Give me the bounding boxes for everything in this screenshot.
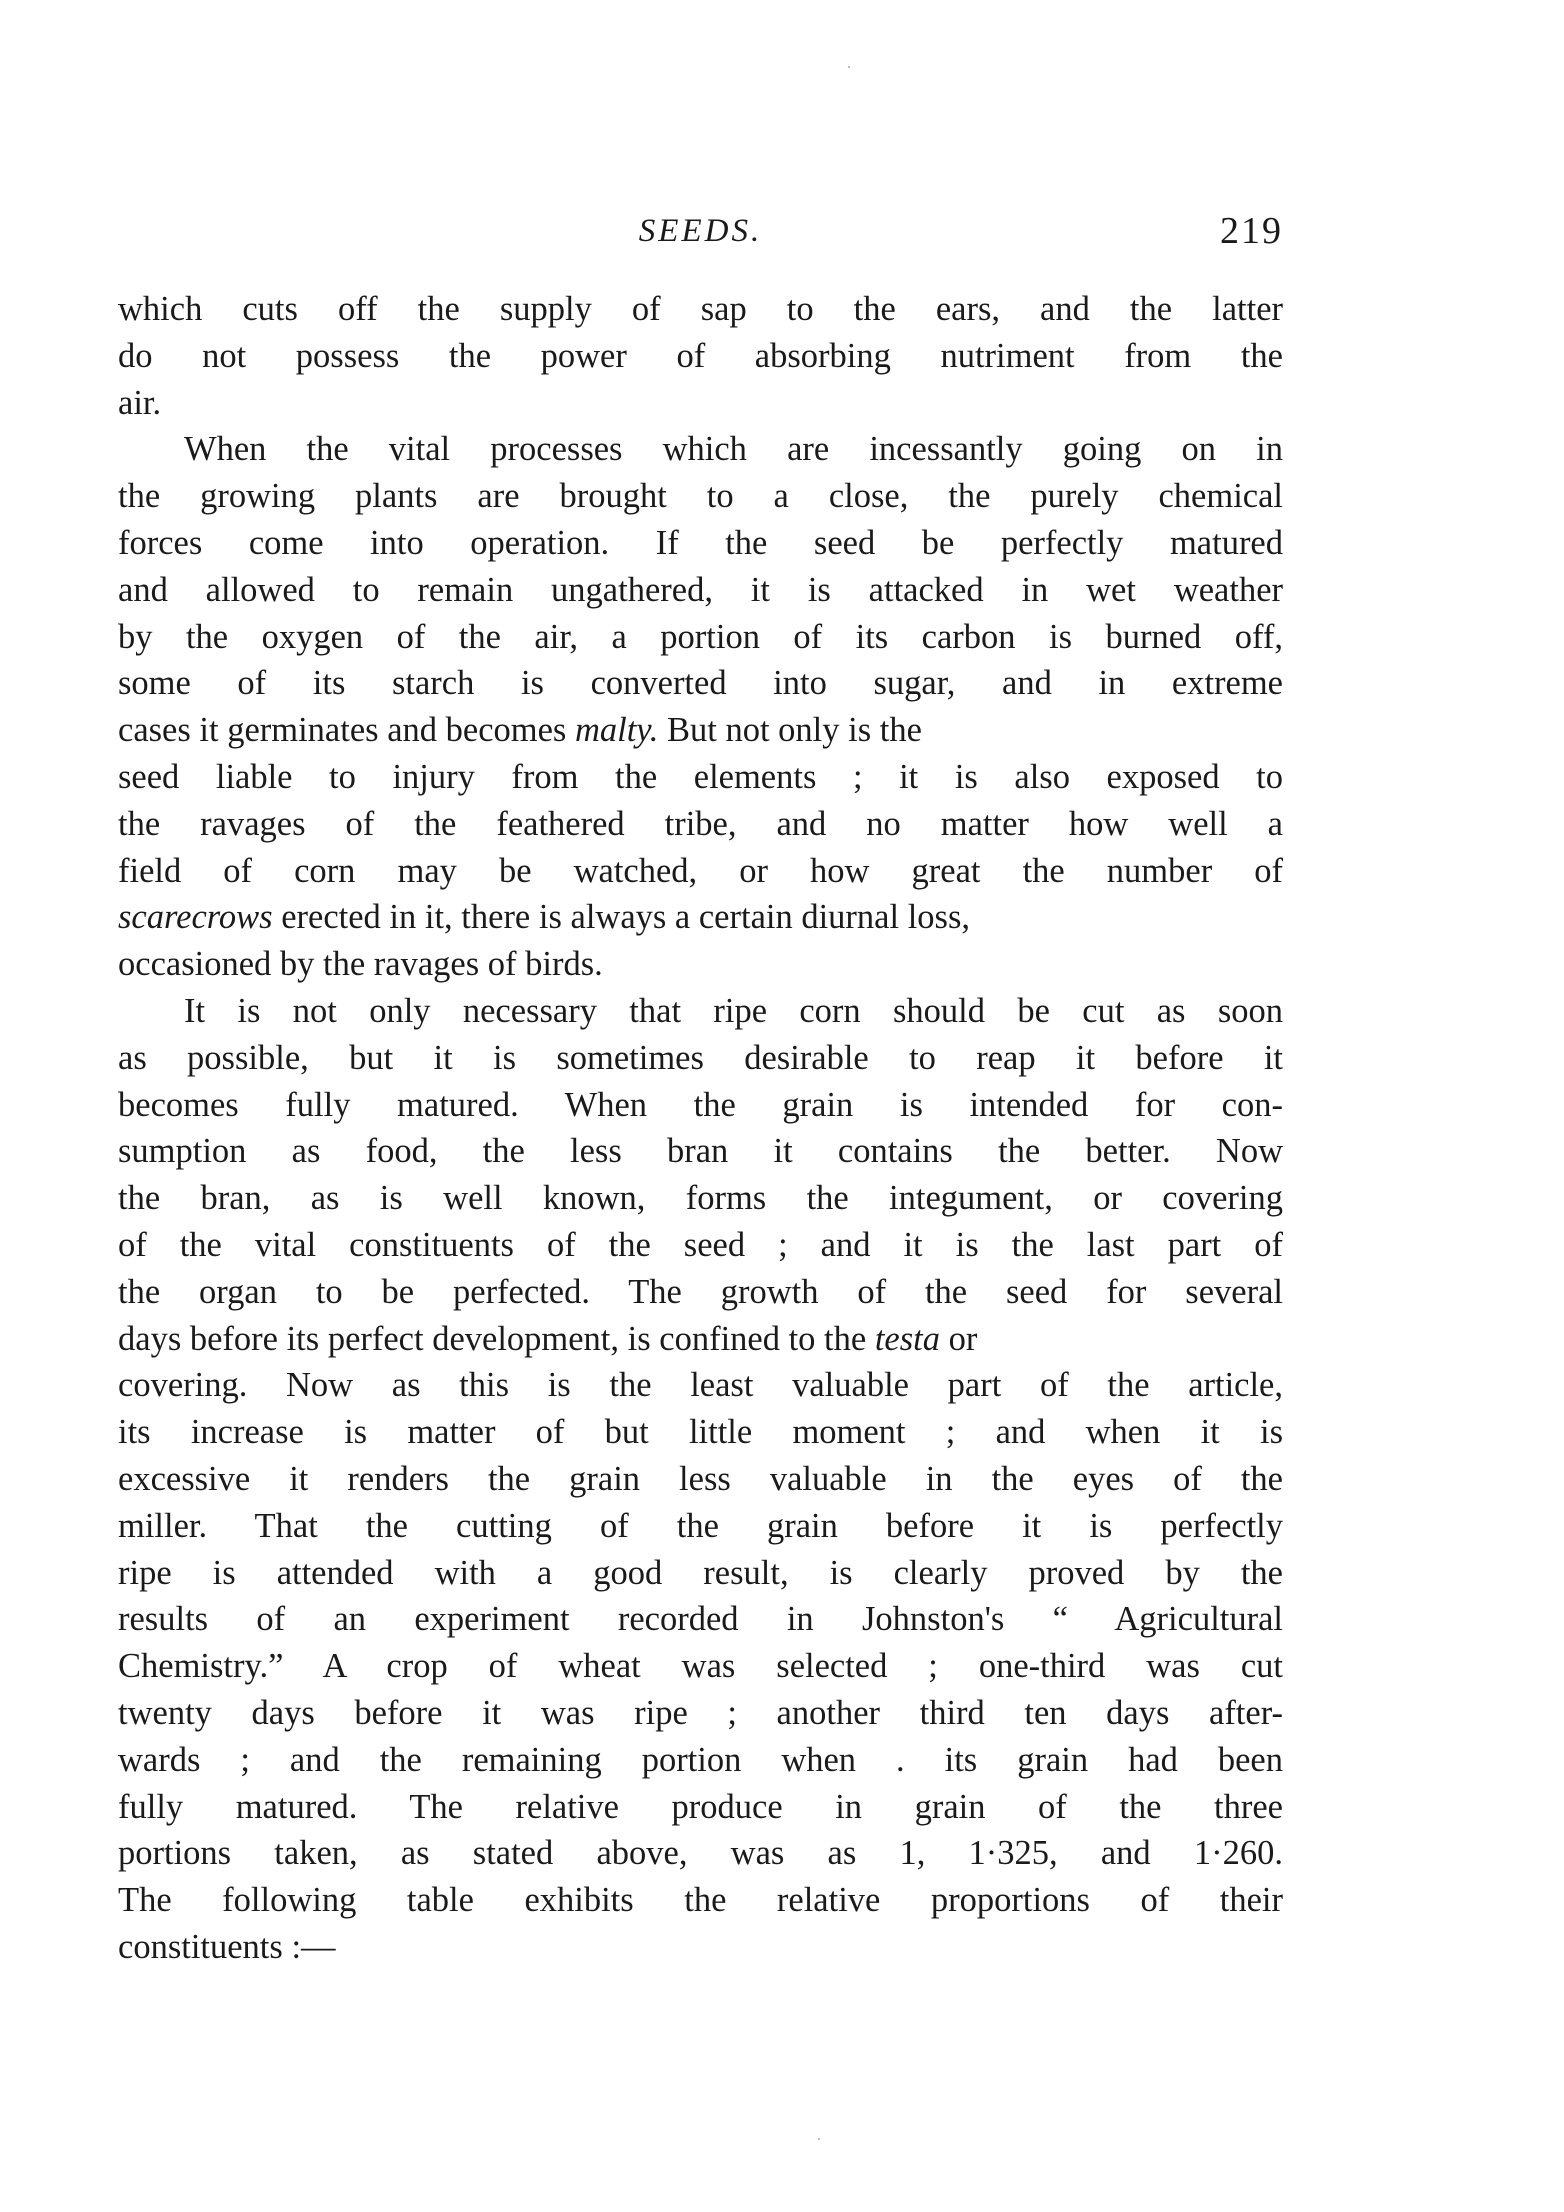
text-line: of the vital constituents of the seed ; and it is the last part of: [118, 1225, 1283, 1264]
text-line: and allowed to remain ungathered, it is attacked in wet weather: [118, 570, 1283, 609]
text-segment: erected in it, there is always a certain diurnal loss,: [272, 898, 971, 937]
body-text: [118, 286, 1283, 1971]
text-segment: days before its perfect development, is confined to the: [118, 1319, 875, 1358]
text-segment: cases it germinates and becomes: [118, 711, 575, 750]
text-line: results of an experiment recorded in Johnston's “ Agricultural: [118, 1600, 1283, 1639]
text-line: the bran, as is well known, forms the integument, or covering: [118, 1179, 1283, 1218]
text-line: forces come into operation. If the seed be perfectly matured: [118, 523, 1283, 562]
text-line: do not possess the power of absorbing nutriment from the: [118, 336, 1283, 375]
text-line: covering. Now as this is the least valuable part of the article,: [118, 1366, 1283, 1405]
italic-term: testa: [874, 1319, 940, 1358]
text-line: excessive it renders the grain less valuable in the eyes of the: [118, 1459, 1283, 1498]
text-line: sumption as food, the less bran it contains the better. Now: [118, 1132, 1283, 1171]
text-line: the organ to be perfected. The growth of the seed for several: [118, 1272, 1283, 1311]
text-line: The following table exhibits the relative proportions of their: [118, 1881, 1283, 1920]
text-line: When the vital processes which are incessantly going on in: [184, 430, 1283, 469]
text-segment: or: [940, 1319, 978, 1358]
text-line: air.: [118, 383, 162, 422]
italic-term: scarecrows: [118, 898, 273, 937]
text-line: seed liable to injury from the elements ; it is also exposed to: [118, 757, 1283, 796]
text-line: [118, 894, 1283, 941]
scan-speck: [818, 2138, 820, 2140]
text-line: ripe is attended with a good result, is clearly proved by the: [118, 1553, 1283, 1592]
text-line: portions taken, as stated above, was as 1, 1·325, and 1·260.: [118, 1834, 1283, 1873]
text-line: by the oxygen of the air, a portion of its carbon is burned off,: [118, 617, 1283, 656]
text-line: wards ; and the remaining portion when . its grain had been: [118, 1740, 1283, 1779]
scan-speck: [848, 66, 850, 68]
text-line: the growing plants are brought to a close, the purely chemical: [118, 477, 1283, 516]
text-line: occasioned by the ravages of birds.: [118, 945, 603, 984]
running-head: [118, 206, 1283, 256]
text-line: becomes fully matured. When the grain is intended for con-: [118, 1085, 1283, 1124]
text-line: field of corn may be watched, or how great the number of: [118, 851, 1283, 890]
text-line: its increase is matter of but little moment ; and when it is: [118, 1413, 1283, 1452]
text-line: It is not only necessary that ripe corn should be cut as soon: [184, 991, 1283, 1030]
text-line: fully matured. The relative produce in grain of the three: [118, 1787, 1283, 1826]
text-line: twenty days before it was ripe ; another third ten days after-: [118, 1693, 1283, 1732]
text-line: as possible, but it is sometimes desirable to reap it before it: [118, 1038, 1283, 1077]
text-segment: But not only is the: [658, 711, 922, 750]
text-line: [118, 707, 1283, 754]
text-line: the ravages of the feathered tribe, and no matter how well a: [118, 804, 1283, 843]
page-number: 219: [1220, 210, 1283, 252]
text-line: [118, 1316, 1283, 1363]
text-line: constituents :—: [118, 1927, 336, 1966]
text-line: Chemistry.” A crop of wheat was selected ; one-third was cut: [118, 1647, 1283, 1686]
italic-term: malty.: [574, 711, 659, 750]
text-line: miller. That the cutting of the grain before it is perfectly: [118, 1506, 1283, 1545]
text-line: some of its starch is converted into sugar, and in extreme: [118, 664, 1283, 703]
text-line: which cuts off the supply of sap to the ears, and the latter: [118, 290, 1283, 328]
running-head-title: SEEDS.: [638, 213, 763, 249]
